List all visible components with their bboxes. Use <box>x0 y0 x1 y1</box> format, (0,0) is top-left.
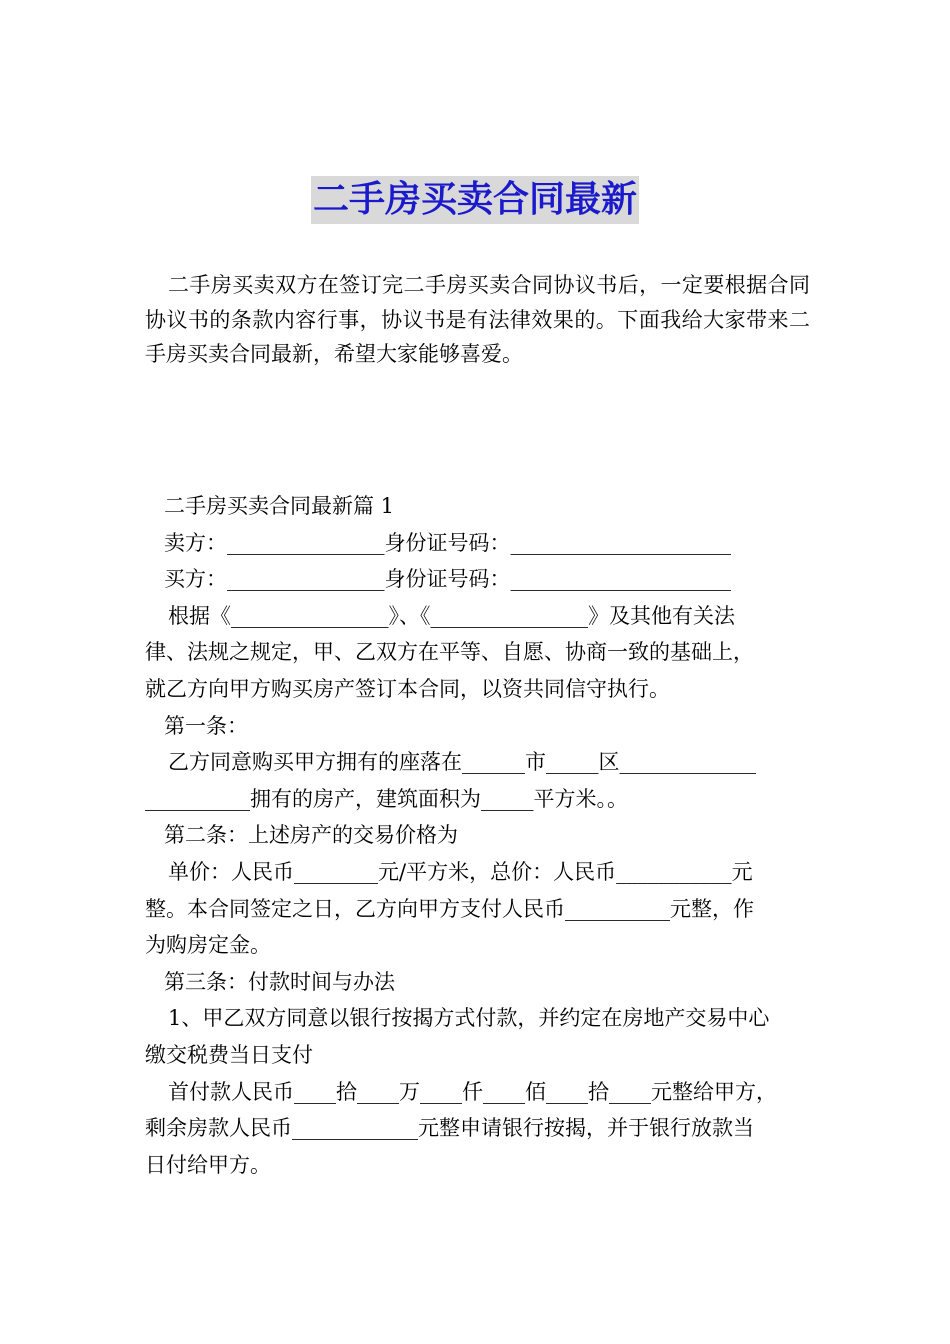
section-heading: 二手房买卖合同最新篇 1 <box>164 494 395 518</box>
document-title: 二手房买卖合同最新 <box>311 176 639 224</box>
buyer-line: 买方：_______________身份证号码：_____________________ <box>164 567 731 592</box>
article-1-heading: 第一条： <box>164 713 248 738</box>
price-line-2: 整。本合同签定之日，乙方向甲方支付人民币__________元整，作 <box>145 896 754 921</box>
article-2-heading: 第二条：上述房产的交易价格为 <box>164 823 458 848</box>
article-1-line-1: 乙方同意购买甲方拥有的座落在______市_____区_____________ <box>168 750 756 775</box>
payment-line-2: 缴交税费当日支付 <box>145 1042 313 1067</box>
downpayment-line-3: 日付给甲方。 <box>145 1152 271 1177</box>
basis-line-1: 根据《_______________》、《_______________》及其他有关法 <box>168 603 735 628</box>
downpayment-line-2: 剩余房款人民币____________元整申请银行按揭，并于银行放款当 <box>145 1116 754 1141</box>
basis-line-3: 就乙方向甲方购买房产签订本合同，以资共同信守执行。 <box>145 676 670 701</box>
basis-line-2: 律、法规之规定，甲、乙双方在平等、自愿、协商一致的基础上， <box>145 640 754 665</box>
intro-paragraph: 二手房买卖双方在签订完二手房买卖合同协议书后，一定要根据合同协议书的条款内容行事，协议书是有法律效果的。下面我给大家带来二手房买卖合同最新，希望大家能够喜爱。 <box>145 273 810 366</box>
payment-line-1: 1、甲乙双方同意以银行按揭方式付款，并约定在房地产交易中心 <box>168 1006 770 1031</box>
title-container <box>0 176 950 224</box>
price-line-3: 为购房定金。 <box>145 933 271 958</box>
downpayment-line-1: 首付款人民币____拾____万____仟____佰____拾____元整给甲方， <box>168 1079 777 1104</box>
contract-body <box>145 488 810 1183</box>
price-line-1: 单价：人民币________元/平方米，总价：人民币___________元 <box>168 859 753 884</box>
seller-line: 卖方：_______________身份证号码：_____________________ <box>164 530 731 555</box>
article-1-line-2: __________拥有的房产，建筑面积为_____平方米。。 <box>145 786 628 811</box>
article-3-heading: 第三条：付款时间与办法 <box>164 969 395 994</box>
